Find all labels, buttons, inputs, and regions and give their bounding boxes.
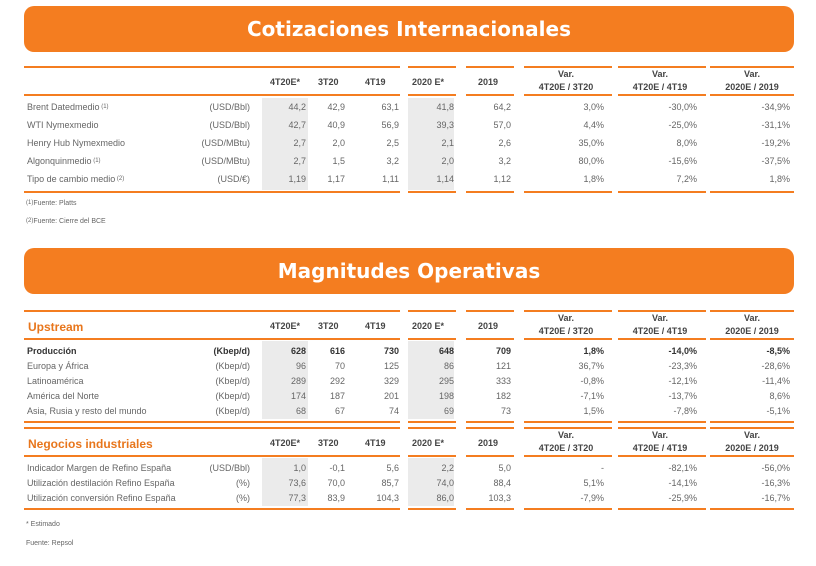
header-top-rule	[466, 310, 514, 312]
column-header: 4T20E*	[270, 77, 301, 87]
row-value: 289	[290, 376, 306, 386]
row-value: -31,1%	[761, 120, 790, 130]
row-label-text: Utilización destilación Refino España	[27, 478, 175, 488]
row-value: -14,0%	[668, 346, 697, 356]
header-top-rule	[710, 66, 794, 68]
row-unit: (USD/Bbl)	[209, 120, 250, 130]
row-value: -11,4%	[762, 376, 790, 386]
row-label-text: Algonquinmedio	[27, 156, 92, 166]
header-top-rule	[618, 427, 706, 429]
row-value: 35,0%	[578, 138, 604, 148]
column-header: 2020 E*	[412, 321, 445, 331]
header-rule	[618, 338, 706, 340]
row-value: -34,9%	[761, 102, 790, 112]
row-value: -12,1%	[668, 376, 697, 386]
row-value: 44,2	[288, 102, 306, 112]
row-unit: (USD/€)	[217, 174, 250, 184]
row-value: 333	[495, 376, 511, 386]
header-top-rule	[618, 310, 706, 312]
column-header-var-period: 2020E / 2019	[725, 326, 779, 336]
row-unit: (Kbep/d)	[213, 346, 250, 356]
upstream-section-title: Upstream	[28, 320, 84, 334]
row-value: 70,0	[327, 478, 345, 488]
row-label-text: Europa y África	[27, 361, 89, 371]
row-value: 1,17	[327, 174, 345, 184]
table-bottom-rule	[466, 421, 514, 423]
row-value: 4,4%	[583, 120, 604, 130]
table-bottom-rule	[618, 508, 706, 510]
header-rule	[524, 94, 612, 96]
row-unit: (Kbep/d)	[215, 406, 250, 416]
row-value: -23,3%	[668, 361, 697, 371]
row-value: 1,8%	[583, 346, 604, 356]
table-bottom-rule	[710, 191, 794, 193]
row-unit: (Kbep/d)	[215, 391, 250, 401]
row-value: 83,9	[327, 493, 345, 503]
row-value: 74,0	[436, 478, 454, 488]
row-value: 88,4	[493, 478, 511, 488]
row-value: 3,0%	[583, 102, 604, 112]
section-banner-cotizaciones: Cotizaciones Internacionales	[24, 6, 794, 52]
column-header: 4T20E*	[270, 438, 301, 448]
column-header: 4T19	[365, 77, 386, 87]
row-value: 5,1%	[583, 478, 604, 488]
row-label-text: Latinoamérica	[27, 376, 84, 386]
header-rule	[524, 455, 612, 457]
column-header-var-period: 4T20E / 3T20	[538, 326, 594, 336]
row-value: 5,0	[498, 463, 511, 473]
header-top-rule	[524, 310, 612, 312]
row-value: 709	[495, 346, 511, 356]
header-top-rule	[524, 427, 612, 429]
table-bottom-rule	[618, 421, 706, 423]
row-label	[27, 138, 125, 149]
row-value: 42,7	[288, 120, 306, 130]
row-value: 8,6%	[769, 391, 790, 401]
column-header-var: Var.	[651, 430, 669, 440]
header-top-rule	[408, 310, 456, 312]
column-header: 2020 E*	[412, 77, 445, 87]
row-value: 616	[329, 346, 345, 356]
row-value: 1,12	[493, 174, 511, 184]
header-top-rule	[24, 66, 280, 68]
row-label	[27, 102, 109, 113]
header-top-rule	[408, 427, 456, 429]
row-value: -19,2%	[761, 138, 790, 148]
table-bottom-rule	[408, 191, 456, 193]
row-value: 68	[295, 406, 306, 416]
row-value: 1,11	[382, 174, 399, 184]
row-unit: (%)	[236, 478, 250, 488]
table-bottom-rule	[524, 508, 612, 510]
row-value: 121	[495, 361, 511, 371]
header-rule	[466, 338, 514, 340]
row-label-text: Tipo de cambio medio	[27, 174, 116, 184]
table-bottom-rule	[24, 421, 280, 423]
row-value: -7,1%	[580, 391, 604, 401]
row-unit: (USD/Bbl)	[209, 102, 250, 112]
header-top-rule	[24, 427, 280, 429]
row-value: 73,6	[288, 478, 306, 488]
table-bottom-rule	[24, 191, 280, 193]
row-value: 63,1	[381, 102, 399, 112]
header-rule	[618, 94, 706, 96]
footnote-marker: (2)	[26, 218, 34, 224]
header-top-rule	[466, 66, 514, 68]
row-value: 1,5%	[583, 406, 604, 416]
row-value: 42,9	[327, 102, 345, 112]
row-label	[27, 493, 176, 504]
row-value: 41,8	[436, 102, 454, 112]
column-header-var-period: 4T20E / 4T19	[632, 326, 688, 336]
header-rule	[408, 455, 456, 457]
column-header-var: Var.	[557, 69, 575, 79]
column-header: 2019	[478, 321, 499, 331]
footnote-marker: (1)	[26, 200, 34, 206]
row-value: 104,3	[376, 493, 399, 503]
column-header: 4T20E*	[270, 321, 301, 331]
row-value: -25,9%	[668, 493, 697, 503]
row-label	[27, 463, 171, 474]
row-label	[27, 478, 175, 489]
row-label	[27, 391, 99, 402]
row-value: 7,2%	[676, 174, 697, 184]
footnote-marker: (1)	[91, 158, 101, 164]
row-label	[27, 346, 77, 357]
row-label-text: Asia, Rusia y resto del mundo	[27, 406, 147, 416]
row-value: -37,5%	[761, 156, 790, 166]
column-header: 4T19	[365, 321, 386, 331]
industrial-section-title: Negocios industriales	[28, 437, 153, 451]
row-value: -13,7%	[668, 391, 697, 401]
header-top-rule	[710, 427, 794, 429]
row-value: 39,3	[436, 120, 454, 130]
footnote-marker: (1)	[99, 104, 109, 110]
row-value: 40,9	[327, 120, 345, 130]
column-header-var-period: 4T20E / 4T19	[632, 82, 688, 92]
table-bottom-rule	[262, 508, 400, 510]
row-label-text: WTI Nymexmedio	[27, 120, 99, 130]
header-rule	[262, 455, 400, 457]
row-unit: (Kbep/d)	[215, 376, 250, 386]
row-label-text: Brent Datedmedio	[27, 102, 100, 112]
row-value: -15,6%	[668, 156, 697, 166]
column-header-var: Var.	[743, 313, 761, 323]
row-value: -7,8%	[673, 406, 697, 416]
row-unit: (USD/MBtu)	[201, 138, 250, 148]
row-value: 1,19	[288, 174, 306, 184]
column-header: 2019	[478, 77, 499, 87]
row-label	[27, 376, 84, 387]
section-banner-magnitudes: Magnitudes Operativas	[24, 248, 794, 294]
row-value: -8,5%	[766, 346, 790, 356]
header-rule	[710, 94, 794, 96]
footnote	[26, 216, 106, 227]
row-value: -	[601, 463, 604, 473]
column-header: 2019	[478, 438, 499, 448]
row-label	[27, 174, 124, 185]
row-value: -5,1%	[766, 406, 790, 416]
header-rule	[466, 94, 514, 96]
table-bottom-rule	[408, 508, 456, 510]
footnote: * Estimado	[26, 521, 60, 528]
table-bottom-rule	[262, 191, 400, 193]
row-value: 85,7	[381, 478, 399, 488]
header-rule	[618, 455, 706, 457]
row-value: 2,7	[293, 138, 306, 148]
header-rule	[24, 455, 280, 457]
column-header-var: Var.	[557, 430, 575, 440]
row-value: 73	[500, 406, 511, 416]
row-value: 69	[443, 406, 454, 416]
row-value: -0,1	[329, 463, 345, 473]
row-label	[27, 156, 101, 167]
row-value: 182	[495, 391, 511, 401]
row-label	[27, 406, 147, 417]
column-header-var-period: 4T20E / 3T20	[538, 82, 594, 92]
table-bottom-rule	[710, 421, 794, 423]
column-header-var: Var.	[743, 69, 761, 79]
footnote-text: Fuente: Cierre del BCE	[33, 218, 106, 225]
table-bottom-rule	[524, 191, 612, 193]
row-value: 80,0%	[578, 156, 604, 166]
row-value: 174	[290, 391, 306, 401]
row-unit: (USD/MBtu)	[201, 156, 250, 166]
row-value: 86,0	[436, 493, 454, 503]
table-bottom-rule	[24, 508, 280, 510]
row-unit: (Kbep/d)	[215, 361, 250, 371]
row-label-text: Indicador Margen de Refino España	[27, 463, 172, 473]
row-value: -7,9%	[580, 493, 604, 503]
header-top-rule	[24, 310, 280, 312]
header-rule	[24, 94, 280, 96]
row-value: 67	[334, 406, 345, 416]
header-top-rule	[408, 66, 456, 68]
row-label-text: Henry Hub Nymexmedio	[27, 138, 126, 148]
table-bottom-rule	[466, 508, 514, 510]
row-label	[27, 361, 89, 372]
row-value: -30,0%	[668, 102, 697, 112]
row-value: 292	[329, 376, 345, 386]
row-value: 628	[290, 346, 306, 356]
table-bottom-rule	[408, 421, 456, 423]
footnote: Fuente: Repsol	[26, 540, 74, 547]
column-header: 3T20	[318, 438, 339, 448]
header-rule	[24, 338, 280, 340]
row-value: -16,3%	[761, 478, 790, 488]
row-value: 64,2	[493, 102, 511, 112]
header-top-rule	[466, 427, 514, 429]
row-unit: (USD/Bbl)	[209, 463, 250, 473]
column-header-var-period: 2020E / 2019	[725, 82, 779, 92]
row-value: 5,6	[386, 463, 399, 473]
row-value: -25,0%	[668, 120, 697, 130]
footnote	[26, 198, 77, 209]
column-header-var: Var.	[743, 430, 761, 440]
row-value: 2,0	[441, 156, 454, 166]
header-top-rule	[618, 66, 706, 68]
column-header: 3T20	[318, 77, 339, 87]
header-top-rule	[262, 66, 400, 68]
row-value: 36,7%	[578, 361, 604, 371]
row-label-text: Utilización conversión Refino España	[27, 493, 176, 503]
row-value: -16,7%	[761, 493, 790, 503]
row-value: 125	[383, 361, 399, 371]
header-top-rule	[262, 310, 400, 312]
row-value: 1,8%	[583, 174, 604, 184]
row-value: 8,0%	[676, 138, 697, 148]
row-value: -56,0%	[761, 463, 790, 473]
row-value: 96	[295, 361, 306, 371]
row-value: 648	[438, 346, 454, 356]
header-rule	[408, 94, 456, 96]
table-bottom-rule	[618, 191, 706, 193]
row-value: 77,3	[288, 493, 306, 503]
column-header-var-period: 2020E / 2019	[725, 443, 779, 453]
column-header-var: Var.	[557, 313, 575, 323]
header-rule	[710, 455, 794, 457]
row-value: 295	[438, 376, 454, 386]
row-value: 3,2	[386, 156, 399, 166]
row-value: 329	[383, 376, 399, 386]
column-header-var-period: 4T20E / 3T20	[538, 443, 594, 453]
header-rule	[408, 338, 456, 340]
row-value: 3,2	[498, 156, 511, 166]
header-rule	[262, 94, 400, 96]
row-value: 2,0	[332, 138, 345, 148]
row-label-text: Producción	[27, 346, 77, 356]
table-bottom-rule	[524, 421, 612, 423]
column-header-var-period: 4T20E / 4T19	[632, 443, 688, 453]
column-header-var: Var.	[651, 69, 669, 79]
row-value: 74	[388, 406, 399, 416]
row-value: 2,7	[293, 156, 306, 166]
header-rule	[524, 338, 612, 340]
row-value: 1,5	[332, 156, 345, 166]
table-bottom-rule	[262, 421, 400, 423]
row-value: 57,0	[493, 120, 511, 130]
header-top-rule	[710, 310, 794, 312]
row-label-text: América del Norte	[27, 391, 100, 401]
row-value: 1,8%	[769, 174, 790, 184]
row-value: -82,1%	[668, 463, 697, 473]
row-value: 103,3	[488, 493, 511, 503]
row-value: 2,1	[441, 138, 454, 148]
row-value: 730	[383, 346, 399, 356]
row-value: -14,1%	[668, 478, 697, 488]
row-value: -28,6%	[761, 361, 790, 371]
row-value: 56,9	[381, 120, 399, 130]
header-rule	[710, 338, 794, 340]
header-rule	[262, 338, 400, 340]
row-value: 201	[383, 391, 399, 401]
table-bottom-rule	[710, 508, 794, 510]
row-value: 2,5	[386, 138, 399, 148]
row-unit: (%)	[236, 493, 250, 503]
footnote-text: Fuente: Platts	[33, 200, 77, 207]
column-header: 2020 E*	[412, 438, 445, 448]
column-header-var: Var.	[651, 313, 669, 323]
row-value: 86	[443, 361, 454, 371]
row-value: -0,8%	[580, 376, 604, 386]
row-value: 1,14	[436, 174, 454, 184]
row-value: 1,0	[293, 463, 306, 473]
column-header: 4T19	[365, 438, 386, 448]
row-value: 70	[334, 361, 345, 371]
row-value: 198	[438, 391, 454, 401]
header-top-rule	[524, 66, 612, 68]
row-value: 187	[329, 391, 345, 401]
header-rule	[466, 455, 514, 457]
header-top-rule	[262, 427, 400, 429]
row-value: 2,2	[441, 463, 454, 473]
footnote-marker: (2)	[115, 176, 125, 182]
row-label	[27, 120, 99, 131]
column-header: 3T20	[318, 321, 339, 331]
table-bottom-rule	[466, 191, 514, 193]
row-value: 2,6	[498, 138, 511, 148]
